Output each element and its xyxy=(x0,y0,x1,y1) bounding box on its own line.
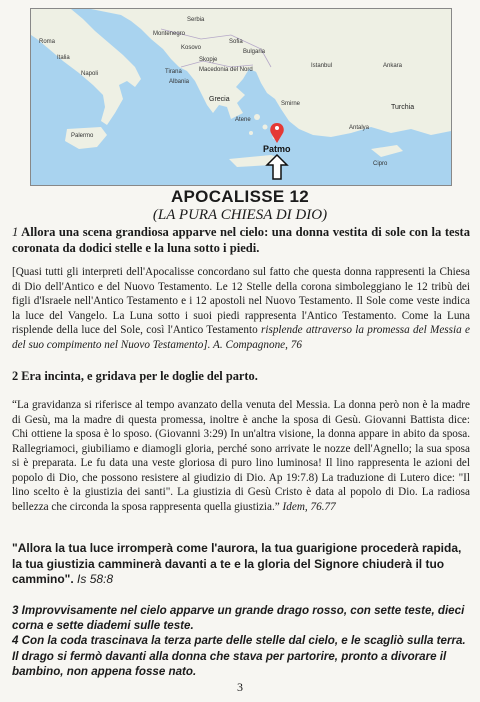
label-tirana: Tirana xyxy=(165,69,182,75)
label-cipro: Cipro xyxy=(373,161,388,167)
commentary-1-italic: risplende attraverso la promessa del Messia e del suo compimento nel Nuovo Testamento]. A. Compagnone, 76 xyxy=(12,324,470,351)
label-sofia: Sofia xyxy=(229,39,243,45)
isaiah-quote xyxy=(12,541,470,588)
label-italia: Italia xyxy=(57,55,70,61)
page-subtitle: (LA PURA CHIESA DI DIO) xyxy=(152,207,328,223)
label-turchia: Turchia xyxy=(391,104,415,111)
commentary-2 xyxy=(12,398,470,514)
verses-3-4 xyxy=(12,603,470,679)
verse-1 xyxy=(12,224,470,256)
commentary-2-italic: Idem, 76.77 xyxy=(282,500,336,513)
map-image xyxy=(30,8,452,186)
map-svg xyxy=(31,9,451,185)
label-patmo: Patmo xyxy=(263,144,291,154)
label-montenegro: Montenegro xyxy=(153,31,186,37)
label-antalya: Antalya xyxy=(349,125,370,131)
verse-4: 4 Con la coda trascinava la terza parte delle stelle dal cielo, e le scagliò sulla terra. Il drago si fermò davanti alla donna che stava per partorire, pronto a divorare il bambino, non appena fosse nato. xyxy=(12,634,466,678)
label-istanbul: Istanbul xyxy=(311,63,333,69)
page-title: APOCALISSE 12 xyxy=(170,187,310,206)
page-number: 3 xyxy=(237,680,243,694)
label-skopje: Skopje xyxy=(199,57,218,63)
label-palermo: Palermo xyxy=(71,133,94,139)
verse-1-text: Allora una scena grandiosa apparve nel cielo: una donna vestita di sole con la testa coronata da dodici stelle e la luna sotto i piedi. xyxy=(12,225,470,255)
verse-1-number: 1 xyxy=(12,225,19,239)
label-atene: Atene xyxy=(235,117,251,123)
label-ankara: Ankara xyxy=(383,63,403,69)
commentary-1-text: [Quasi tutti gli interpreti dell'Apocalisse concordano sul fatto che questa donna rappresenti la Chiesa di Dio dell'Antico e del Nuovo Testamento. Le 12 Stelle della corona simboleggiano le 12 tribù dei figli d'Israele nell'Antico Testamento e i 12 apostoli nel Nuovo Testamento. Il Sole come veste indica la luce del Vangelo. La Luna sotto i suoi piedi rappresenta l'Antico Testamento. Come la Luna risplende della luce del Sole, così l'Antico Testamento xyxy=(12,266,470,336)
label-napoli: Napoli xyxy=(81,71,99,77)
verse-2: 2 Era incinta, e gridava per le doglie del parto. xyxy=(12,369,258,383)
label-smirne: Smirne xyxy=(281,101,301,107)
isaiah-quote-text: "Allora la tua luce irromperà come l'aurora, la tua guarigione procederà rapida, la tua giustizia camminerà davanti a te e la gloria del Signore chiuderà il tuo cammino". xyxy=(12,541,462,587)
verse-3: 3 Improvvisamente nel cielo apparve un grande drago rosso, con sette teste, dieci corna e sette diademi sulle teste. xyxy=(12,604,465,633)
isaiah-quote-ref: Is 58:8 xyxy=(77,572,114,587)
label-roma: Roma xyxy=(39,39,56,45)
label-albania: Albania xyxy=(169,79,190,85)
label-grecia: Grecia xyxy=(209,96,230,103)
label-serbia: Serbia xyxy=(187,17,205,23)
label-kosovo: Kosovo xyxy=(181,45,202,51)
commentary-1 xyxy=(12,265,470,352)
label-macedonia: Macedonia del Nord xyxy=(199,67,253,73)
label-bulgaria: Bulgaria xyxy=(243,49,266,55)
commentary-2-text: “La gravidanza si riferisce al tempo avanzato della venuta del Messia. La donna però non è la madre di Gesù, ma la madre di questa promessa, inoltre è anche la sposa di Gesù. Giovanni Battista dice: Chi ottiene la sposa è lo sposo. (Giovanni 3:29) In un'altra visione, la donna appare in abito da sposa. Rallegriamoci, giubiliamo e diamogli gloria, perché sono arrivate le nozze dell'Agnello; la sua sposa si è preparata. Le fu data una veste gloriosa di puro lino luminosa! Il lino rappresenta le azioni del popolo di Dio, che possono resistere al giudizio di Dio. Ap 19:7.8) La traduzione di Lutero dice: "Il lino scelto è la giustizia dei santi". La giustizia di Gesù Cristo è data al popolo di Dio. La radiosa bellezza che circonda la sposa rappresenta quella giustizia.” xyxy=(12,399,470,513)
